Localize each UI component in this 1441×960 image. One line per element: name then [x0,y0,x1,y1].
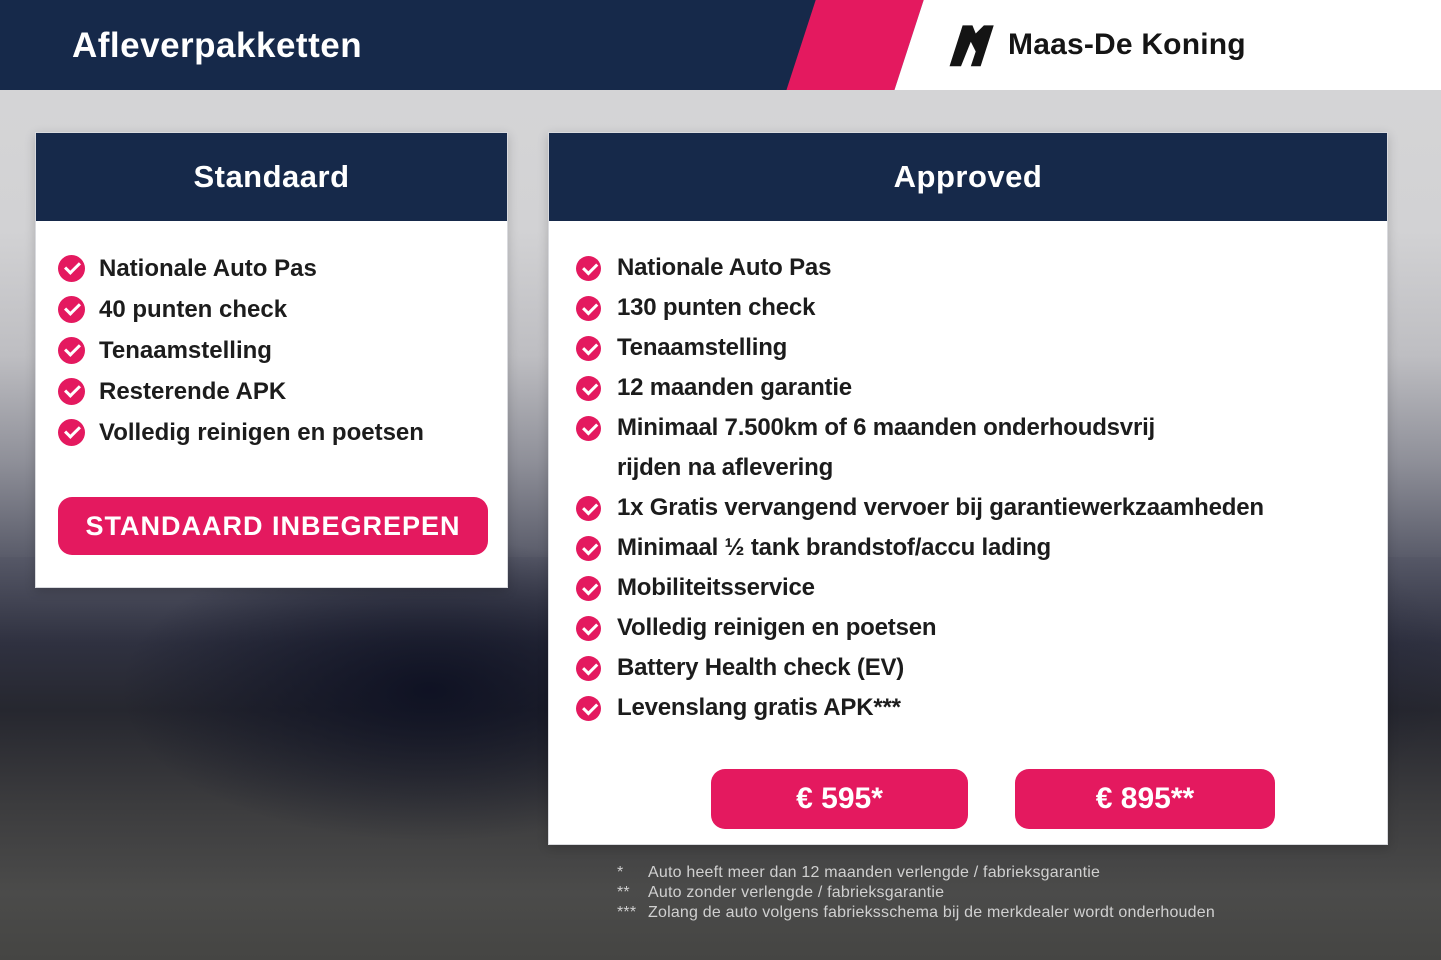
feature-label: 130 punten check [617,294,816,321]
feature-item [576,648,1377,688]
check-icon [58,296,85,323]
feature-item [576,528,1377,568]
footnote-row [617,883,1215,903]
card-standaard [35,132,508,588]
footnote-text: Auto zonder verlengde / fabrieksgarantie [648,884,945,901]
approved-feature-list [549,221,1387,728]
check-icon [576,336,601,361]
check-icon [576,256,601,281]
footnote-marker: * [617,864,624,881]
check-icon [576,416,601,441]
card-approved-header [549,133,1387,221]
footnote-marker: *** [617,904,637,921]
feature-item [576,688,1377,728]
page-title: Afleverpakketten [72,26,363,65]
standaard-feature-list [36,221,507,453]
feature-item [58,289,497,330]
feature-item [58,371,497,412]
check-icon [576,616,601,641]
feature-label: Nationale Auto Pas [99,255,317,282]
card-standaard-header [36,133,507,221]
check-icon [576,576,601,601]
card-approved [548,132,1388,845]
check-icon [576,696,601,721]
feature-item [576,568,1377,608]
feature-item [576,608,1377,648]
check-icon [576,656,601,681]
footnote-row [617,903,1215,923]
feature-label: Battery Health check (EV) [617,654,905,681]
header-bar [0,0,1441,90]
brand-mark-icon [943,22,997,68]
feature-label: Volledig reinigen en poetsen [99,419,424,446]
check-icon [58,419,85,446]
feature-item [576,248,1377,288]
feature-item [576,408,1377,488]
card-standaard-title: Standaard [193,159,350,194]
brand-name: Maas-De Koning [1008,28,1246,61]
feature-item [58,248,497,289]
price-button-595[interactable]: € 595* [711,769,968,829]
check-icon [576,296,601,321]
footnote-row [617,863,1215,883]
feature-label: 12 maanden garantie [617,374,852,401]
feature-label: Tenaamstelling [617,334,788,361]
feature-label: Nationale Auto Pas [617,254,832,281]
brand-logo [943,0,1246,90]
footnote-text: Zolang de auto volgens fabrieksschema bij de merkdealer wordt onderhouden [648,904,1215,921]
feature-label: Minimaal 7.500km of 6 maanden onderhoudsvrij rijden na aflevering [617,414,1156,481]
feature-label: Mobiliteitsservice [617,574,815,601]
feature-item [576,488,1377,528]
feature-label: Resterende APK [99,378,287,405]
standaard-included-button[interactable]: STANDAARD INBEGREPEN [58,497,488,555]
feature-item [576,368,1377,408]
check-icon [576,376,601,401]
check-icon [58,255,85,282]
footnote-marker: ** [617,884,630,901]
feature-label: Tenaamstelling [99,337,272,364]
footnote-text: Auto heeft meer dan 12 maanden verlengde / fabrieksgarantie [648,864,1101,881]
check-icon [576,496,601,521]
feature-label: Minimaal ½ tank brandstof/accu lading [617,534,1052,561]
check-icon [58,378,85,405]
check-icon [58,337,85,364]
check-icon [576,536,601,561]
footnotes [617,863,1215,923]
feature-label: Levenslang gratis APK*** [617,694,901,721]
feature-item [58,412,497,453]
feature-item [58,330,497,371]
feature-label: 1x Gratis vervangend vervoer bij garantiewerkzaamheden [617,494,1264,521]
feature-label: 40 punten check [99,296,288,323]
price-button-895[interactable]: € 895** [1015,769,1275,829]
feature-item [576,288,1377,328]
card-approved-title: Approved [893,159,1043,194]
feature-item [576,328,1377,368]
feature-label: Volledig reinigen en poetsen [617,614,937,641]
